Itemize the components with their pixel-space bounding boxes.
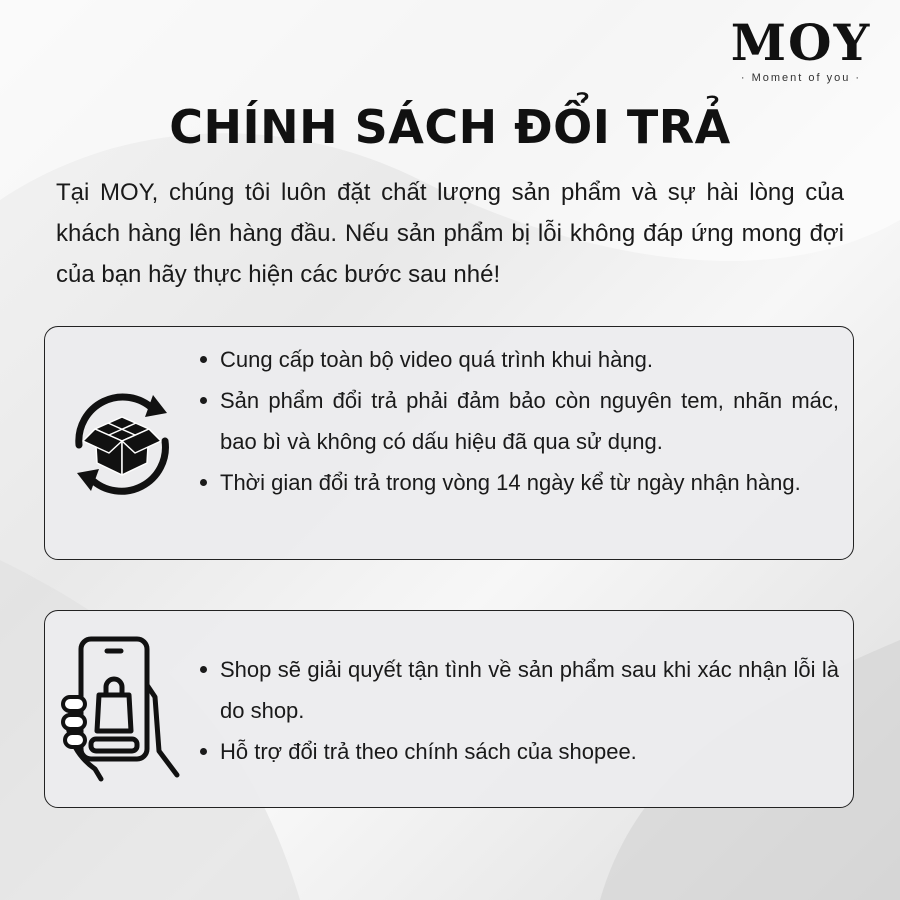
bullet-icon	[200, 748, 207, 755]
page-title: CHÍNH SÁCH ĐỔI TRẢ	[169, 100, 731, 154]
list-item-text: Shop sẽ giải quyết tận tình về sản phẩm sau khi xác nhận lỗi là do shop.	[220, 657, 839, 723]
bullet-icon	[200, 356, 207, 363]
box-return-icon	[57, 383, 187, 503]
list-item	[200, 649, 839, 731]
intro-paragraph: Tại MOY, chúng tôi luôn đặt chất lượng sản phẩm và sự hài lòng của khách hàng lên hàng đầu. Nếu sản phẩm bị lỗi không đáp ứng mong đợi của bạn hãy thực hiện các bước sau nhé!	[56, 179, 844, 288]
phone-shopping-icon	[55, 635, 185, 785]
bullet-icon	[200, 479, 207, 486]
list-item	[200, 380, 839, 462]
list-item-text: Sản phẩm đổi trả phải đảm bảo còn nguyên tem, nhãn mác, bao bì và không có dấu hiệu đã qua sử dụng.	[220, 388, 839, 454]
policy-card-support	[44, 610, 854, 808]
policy-list-1	[200, 339, 839, 503]
list-item	[200, 339, 839, 380]
list-item	[200, 731, 839, 772]
brand-name: MOY	[730, 13, 872, 72]
brand-tagline: · Moment of you ·	[740, 72, 862, 84]
brand-logo	[726, 13, 876, 84]
list-item-text: Thời gian đổi trả trong vòng 14 ngày kể từ ngày nhận hàng.	[220, 470, 801, 495]
list-item	[200, 462, 839, 503]
policy-card-unboxing	[44, 326, 854, 560]
policy-list-2	[200, 649, 839, 772]
list-item-text: Hỗ trợ đổi trả theo chính sách của shopee.	[220, 739, 637, 764]
bullet-icon	[200, 666, 207, 673]
list-item-text: Cung cấp toàn bộ video quá trình khui hàng.	[220, 347, 653, 372]
bullet-icon	[200, 397, 207, 404]
